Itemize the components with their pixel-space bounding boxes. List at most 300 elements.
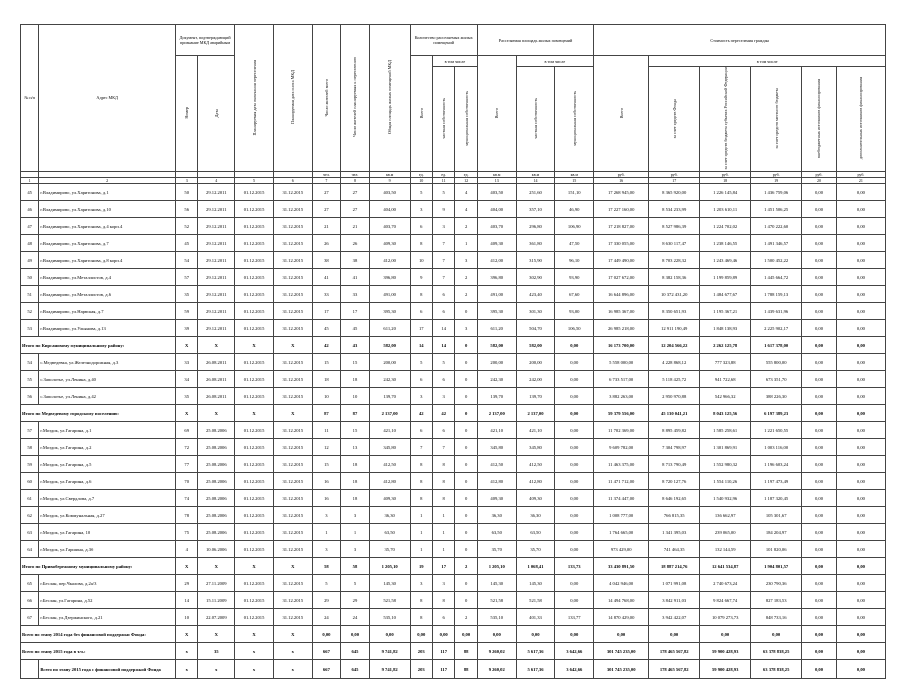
- table-cell: 0: [455, 592, 477, 609]
- table-cell: 5 118 425,72: [649, 371, 700, 388]
- table-cell: 3: [432, 218, 454, 235]
- table-cell: 46: [21, 201, 39, 218]
- subtotal-cell: 0,00: [802, 337, 837, 354]
- column-number-cell: 18: [700, 177, 751, 183]
- table-cell: 26.08.2011: [198, 371, 235, 388]
- table-cell: 1 500 452,22: [751, 252, 802, 269]
- table-cell: 22.07.2009: [198, 609, 235, 626]
- table-cell: 25.08.2006: [198, 524, 235, 541]
- table-cell: 0,00: [555, 507, 594, 524]
- subtotal-cell: 1 617 378,00: [751, 337, 802, 354]
- subtotal-cell: 301 745 235,00: [594, 643, 649, 660]
- table-cell: 25.08.2006: [198, 473, 235, 490]
- table-cell: 0,00: [802, 456, 837, 473]
- subtotal-cell: 0: [455, 337, 477, 354]
- table-cell: 31.12.2015: [273, 592, 312, 609]
- table-cell: 0: [455, 354, 477, 371]
- table-cell: 01.12.2015: [235, 575, 274, 592]
- table-cell: 3: [410, 201, 432, 218]
- table-cell: 01.12.2015: [235, 456, 274, 473]
- table-row: [21, 218, 886, 235]
- table-cell: 67: [21, 609, 39, 626]
- table-cell: 93,00: [555, 303, 594, 320]
- unit-cell: ед.: [455, 171, 477, 177]
- subtotal-row: [21, 405, 886, 422]
- table-cell: 106,50: [555, 320, 594, 337]
- final-total-cell: 0,00: [802, 660, 837, 679]
- table-cell: 0,00: [802, 439, 837, 456]
- table-cell: 535,10: [369, 609, 410, 626]
- table-cell: 139,70: [477, 388, 516, 405]
- table-cell: 50: [176, 184, 198, 201]
- final-total-cell: 117: [432, 660, 454, 679]
- table-row: [21, 422, 886, 439]
- table-cell: 9: [432, 201, 454, 218]
- table-cell: 29.12.2011: [198, 303, 235, 320]
- table-cell: 01.12.2015: [235, 201, 274, 218]
- table-cell: 0,00: [802, 541, 837, 558]
- table-cell: 0: [455, 303, 477, 320]
- table-cell: 200,00: [369, 354, 410, 371]
- table-cell: 8: [410, 592, 432, 609]
- subtotal-cell: 58: [312, 558, 341, 575]
- table-cell: 0,00: [836, 473, 885, 490]
- subtotal-cell: 0,00: [836, 558, 885, 575]
- table-cell: 3 842 911,03: [649, 592, 700, 609]
- table-cell: 29: [176, 575, 198, 592]
- subtotal-cell: X: [273, 558, 312, 575]
- subtotal-cell: 88: [455, 643, 477, 660]
- table-cell: 412,80: [477, 473, 516, 490]
- table-cell: 412,50: [477, 456, 516, 473]
- header-col-21: дополнительных источников финансирования: [836, 67, 885, 172]
- subtotal-cell: 582,00: [477, 337, 516, 354]
- table-cell: 31.12.2015: [273, 609, 312, 626]
- table-cell: 1 540 932,96: [700, 490, 751, 507]
- table-row: [21, 456, 886, 473]
- table-cell: 2 950 970,88: [649, 388, 700, 405]
- table-cell: 55: [21, 371, 39, 388]
- column-number-cell: 3: [176, 177, 198, 183]
- subtotal-cell: 58: [341, 558, 370, 575]
- table-cell: 63: [21, 524, 39, 541]
- table-cell: 63,50: [369, 524, 410, 541]
- table-cell: 145,30: [516, 575, 555, 592]
- final-total-cell: 5 617,36: [516, 660, 555, 679]
- table-cell: 16 644 896,00: [594, 286, 649, 303]
- unit-cell: ед.: [432, 171, 454, 177]
- subtotal-cell: X: [176, 558, 198, 575]
- table-row: [21, 371, 886, 388]
- header-col-19: за счет средств местного бюджета: [751, 67, 802, 172]
- table-cell: 67,60: [555, 286, 594, 303]
- column-number-cell: 2: [39, 177, 176, 183]
- subtotal-cell: 133,73: [555, 558, 594, 575]
- table-cell: 45: [341, 320, 370, 337]
- column-number-cell: 19: [751, 177, 802, 183]
- table-cell: 8 713 790,49: [649, 456, 700, 473]
- table-cell: 18: [341, 473, 370, 490]
- table-cell: 24: [312, 609, 341, 626]
- table-cell: 31.12.2015: [273, 354, 312, 371]
- final-total-cell: х: [176, 660, 198, 679]
- subtotal-cell: 0,00: [516, 626, 555, 643]
- table-cell: 9: [410, 269, 432, 286]
- table-cell: 3: [341, 507, 370, 524]
- table-cell: 0,00: [555, 524, 594, 541]
- subtotal-cell: 35: [198, 643, 235, 660]
- table-cell: 0,00: [802, 201, 837, 218]
- unit-cell: кв.м: [555, 171, 594, 177]
- header-col-4: Дата: [198, 56, 235, 172]
- table-cell: 8: [432, 473, 454, 490]
- subtotal-cell: X: [198, 626, 235, 643]
- subtotal-cell: 0,00: [649, 626, 700, 643]
- table-cell: 3: [432, 388, 454, 405]
- column-number-cell: 20: [802, 177, 837, 183]
- table-cell: 0,00: [836, 592, 885, 609]
- address-cell: с.Заполотье, ул.Ленина, д.42: [39, 388, 176, 405]
- table-cell: 0,00: [802, 388, 837, 405]
- table-cell: 25.08.2006: [198, 490, 235, 507]
- table-row: [21, 609, 886, 626]
- table-cell: 01.12.2015: [235, 609, 274, 626]
- table-cell: 1 484 677,67: [700, 286, 751, 303]
- subtotal-cell: X: [176, 626, 198, 643]
- subtotal-cell: 5 617,36: [516, 643, 555, 660]
- table-cell: 0,00: [555, 575, 594, 592]
- table-cell: 31.12.2015: [273, 524, 312, 541]
- column-number-cell: 6: [273, 177, 312, 183]
- column-number-cell: 11: [432, 177, 454, 183]
- table-cell: 31.12.2015: [273, 184, 312, 201]
- address-cell: г.Владимирово, ул.Харитонова, д.10: [39, 201, 176, 218]
- table-cell: 251,60: [516, 184, 555, 201]
- table-cell: 26.08.2011: [198, 354, 235, 371]
- table-cell: 139,70: [516, 388, 555, 405]
- subtotal-cell: 178 465 567,82: [649, 643, 700, 660]
- table-cell: 27.11.2009: [198, 575, 235, 592]
- table-cell: 0: [455, 490, 477, 507]
- table-cell: 409,30: [516, 490, 555, 507]
- subtotal-cell: 9 741,82: [369, 643, 410, 660]
- table-cell: 3: [312, 507, 341, 524]
- subtotal-cell: 0,00: [836, 405, 885, 422]
- table-cell: 1 301 869,91: [700, 439, 751, 456]
- table-cell: 27: [312, 184, 341, 201]
- table-cell: 0,00: [802, 490, 837, 507]
- table-cell: 5: [432, 354, 454, 371]
- table-cell: 139,70: [369, 388, 410, 405]
- table-cell: 01.12.2015: [235, 388, 274, 405]
- table-cell: 26.08.2011: [198, 388, 235, 405]
- subtotal-cell: 0,00: [594, 626, 649, 643]
- table-cell: 0,00: [802, 303, 837, 320]
- table-cell: 15: [312, 354, 341, 371]
- table-cell: 01.12.2015: [235, 371, 274, 388]
- table-row: [21, 303, 886, 320]
- table-cell: 01.12.2015: [235, 490, 274, 507]
- table-cell: 6: [432, 286, 454, 303]
- table-cell: 36,30: [477, 507, 516, 524]
- table-row: [21, 320, 886, 337]
- table-cell: 1 203 610,11: [700, 201, 751, 218]
- table-cell: 2: [455, 609, 477, 626]
- table-cell: 29.12.2011: [198, 184, 235, 201]
- table-cell: 409,30: [477, 490, 516, 507]
- subtotal-cell: 0,00: [455, 626, 477, 643]
- table-cell: 31.12.2015: [273, 456, 312, 473]
- table-cell: 01.12.2015: [235, 541, 274, 558]
- table-cell: 504,70: [516, 320, 555, 337]
- table-cell: 3 942 422,07: [649, 609, 700, 626]
- table-cell: 16: [312, 490, 341, 507]
- subtotal-cell: 0,00: [410, 626, 432, 643]
- header-row-groups: [21, 25, 886, 56]
- table-cell: 388 226,30: [751, 388, 802, 405]
- table-cell: 31.12.2015: [273, 507, 312, 524]
- table-cell: 9 609 782,00: [594, 439, 649, 456]
- subtotal-row: [21, 643, 886, 660]
- table-cell: 57: [21, 422, 39, 439]
- unit-cell: руб.: [700, 171, 751, 177]
- table-cell: 421,10: [369, 422, 410, 439]
- column-number-cell: 4: [198, 177, 235, 183]
- address-cell: г.Моздок, ул.Коммунальная, д.27: [39, 507, 176, 524]
- table-row: [21, 252, 886, 269]
- table-cell: 26: [312, 235, 341, 252]
- header-col-9: Общая площадь жилых помещений МКД: [369, 25, 410, 172]
- table-cell: 39: [176, 320, 198, 337]
- final-blank-cell: [21, 660, 39, 679]
- table-cell: 0,00: [802, 218, 837, 235]
- table-cell: 47,50: [555, 235, 594, 252]
- table-cell: 230 790,36: [751, 575, 802, 592]
- table-cell: 25.08.2006: [198, 422, 235, 439]
- table-cell: 17 218 827,00: [594, 218, 649, 235]
- subtotal-cell: X: [198, 337, 235, 354]
- table-cell: 6: [432, 371, 454, 388]
- table-cell: 8: [410, 456, 432, 473]
- final-total-cell: х: [235, 660, 274, 679]
- table-row: [21, 388, 886, 405]
- table-cell: 8: [410, 609, 432, 626]
- table-cell: 404,00: [477, 201, 516, 218]
- table-cell: 8 720 127,76: [649, 473, 700, 490]
- table-cell: 54: [21, 354, 39, 371]
- table-cell: 521,58: [369, 592, 410, 609]
- table-cell: 395,30: [369, 303, 410, 320]
- table-cell: 9 824 667,74: [700, 592, 751, 609]
- table-cell: 12: [312, 439, 341, 456]
- subtotal-cell: X: [273, 337, 312, 354]
- table-cell: 31.12.2015: [273, 235, 312, 252]
- table-cell: 29.12.2011: [198, 201, 235, 218]
- table-cell: 151,10: [555, 184, 594, 201]
- table-row: [21, 439, 886, 456]
- address-cell: г.Владимирово, ул.Харитонова, д.8 корп.4: [39, 252, 176, 269]
- table-cell: 396,80: [369, 269, 410, 286]
- table-cell: 33: [176, 354, 198, 371]
- table-cell: 1 197 473,49: [751, 473, 802, 490]
- table-cell: 0,00: [802, 235, 837, 252]
- table-cell: 0,00: [836, 320, 885, 337]
- table-cell: 0: [455, 388, 477, 405]
- header-area-in-which: в том числе: [516, 56, 594, 67]
- table-cell: 200,00: [477, 354, 516, 371]
- table-cell: 412,80: [369, 473, 410, 490]
- table-cell: 0,00: [555, 422, 594, 439]
- subtotal-cell: 2: [455, 558, 477, 575]
- table-cell: 8 527 986,39: [649, 218, 700, 235]
- table-cell: 0,00: [802, 422, 837, 439]
- table-cell: 29.12.2011: [198, 218, 235, 235]
- table-cell: 56: [21, 388, 39, 405]
- table-cell: 0,00: [802, 507, 837, 524]
- address-cell: г.Моздок, ул.Гагарина, д.2: [39, 439, 176, 456]
- table-cell: 01.12.2015: [235, 439, 274, 456]
- table-cell: 01.12.2015: [235, 354, 274, 371]
- table-cell: 36,30: [516, 507, 555, 524]
- final-total-cell: 0,00: [836, 660, 885, 679]
- table-cell: 3 882 263,00: [594, 388, 649, 405]
- table-row: [21, 184, 886, 201]
- table-cell: 1: [432, 541, 454, 558]
- subtotal-cell: 0,00: [555, 405, 594, 422]
- table-cell: 41: [341, 269, 370, 286]
- subtotal-cell: 2 137,00: [369, 405, 410, 422]
- address-cell: г.Владимирово, ул.Харитонова, д.1: [39, 184, 176, 201]
- subtotal-cell: 667: [312, 643, 341, 660]
- header-cost-in-which: в том числе: [649, 56, 886, 67]
- table-cell: 0,00: [836, 184, 885, 201]
- table-cell: 45: [312, 320, 341, 337]
- address-cell: г.Моздок, ул.Гагарина, д.5: [39, 456, 176, 473]
- table-cell: 8 895 459,82: [649, 422, 700, 439]
- resettlement-table: [20, 24, 886, 679]
- table-cell: 12 911 190,49: [649, 320, 700, 337]
- header-col-18: за счет средств бюджета субъекта Российской Федерации: [700, 67, 751, 172]
- table-cell: 21: [341, 218, 370, 235]
- table-cell: 0,00: [836, 303, 885, 320]
- subtotal-cell: 42: [312, 337, 341, 354]
- table-cell: 0,00: [555, 592, 594, 609]
- table-cell: 01.12.2015: [235, 269, 274, 286]
- table-cell: 491,00: [369, 286, 410, 303]
- table-cell: 1 788 159,13: [751, 286, 802, 303]
- address-cell: г.Моздок, ул.Гагарина, 10: [39, 524, 176, 541]
- table-cell: 0,00: [802, 609, 837, 626]
- final-total-cell: 645: [341, 660, 370, 679]
- table-cell: 6: [432, 609, 454, 626]
- table-cell: 58: [21, 439, 39, 456]
- table-cell: 403,70: [369, 218, 410, 235]
- table-cell: 1 221 650,55: [751, 422, 802, 439]
- subtotal-cell: 582,00: [516, 337, 555, 354]
- address-cell: г.Моздок, ул.Гаршина, д.3б: [39, 541, 176, 558]
- table-cell: 0,00: [555, 473, 594, 490]
- table-cell: 0: [455, 456, 477, 473]
- table-cell: 51: [21, 286, 39, 303]
- table-cell: 31.12.2015: [273, 473, 312, 490]
- table-cell: 10: [341, 388, 370, 405]
- table-row: [21, 235, 886, 252]
- table-cell: 45: [21, 184, 39, 201]
- table-cell: 101 820,06: [751, 541, 802, 558]
- table-cell: 11 374 447,00: [594, 490, 649, 507]
- table-cell: 403,50: [477, 184, 516, 201]
- header-col-6: Планируемая дата сноса МКД: [273, 25, 312, 172]
- table-cell: 0: [455, 524, 477, 541]
- header-col-11: частная собственность: [432, 67, 454, 172]
- table-cell: 412,00: [477, 252, 516, 269]
- table-cell: 0,00: [836, 422, 885, 439]
- table-cell: 184 204,97: [751, 524, 802, 541]
- subtotal-cell: 1 205,10: [369, 558, 410, 575]
- subtotal-cell: 117: [432, 643, 454, 660]
- address-cell: г.Владимирово, ул.Нарвская, д.7: [39, 303, 176, 320]
- table-cell: 29.12.2011: [198, 320, 235, 337]
- table-cell: 15.11.2009: [198, 592, 235, 609]
- subtotal-cell: 0,00: [369, 626, 410, 643]
- table-cell: 403,50: [369, 184, 410, 201]
- address-cell: г.Владимирово, ул.Металлистов, д.6: [39, 286, 176, 303]
- table-cell: 31.12.2015: [273, 252, 312, 269]
- final-total-cell: х: [198, 660, 235, 679]
- table-cell: 1: [432, 507, 454, 524]
- table-cell: 0: [455, 371, 477, 388]
- table-cell: 48: [21, 235, 39, 252]
- table-cell: 145,30: [477, 575, 516, 592]
- table-cell: 3: [455, 320, 477, 337]
- table-cell: 0,00: [802, 354, 837, 371]
- table-cell: 0,00: [555, 439, 594, 456]
- address-cell: г.Владимирово, ул.Харитонова, д.7: [39, 235, 176, 252]
- header-col-14: частная собственность: [516, 67, 555, 172]
- table-cell: 45: [176, 235, 198, 252]
- table-cell: 1 764 665,00: [594, 524, 649, 541]
- table-cell: 31.12.2015: [273, 439, 312, 456]
- table-cell: 17 268 945,00: [594, 184, 649, 201]
- table-cell: 2: [455, 269, 477, 286]
- table-cell: 15: [341, 422, 370, 439]
- table-cell: 1 196 603,24: [751, 456, 802, 473]
- table-cell: 11 702 369,00: [594, 422, 649, 439]
- subtotal-cell: X: [235, 558, 274, 575]
- table-cell: 14 494 768,00: [594, 592, 649, 609]
- subtotal-cell: 0,00: [802, 558, 837, 575]
- subtotal-label: Всего по этапу 2014 года без финансовой поддержки Фонда:: [21, 626, 176, 643]
- table-cell: 01.12.2015: [235, 218, 274, 235]
- table-cell: 8: [410, 473, 432, 490]
- table-cell: 0: [455, 439, 477, 456]
- table-cell: 59: [21, 456, 39, 473]
- table-cell: 3: [455, 252, 477, 269]
- table-cell: 0,00: [555, 541, 594, 558]
- table-cell: 0,00: [836, 286, 885, 303]
- subtotal-cell: 42: [410, 405, 432, 422]
- table-cell: 535,10: [477, 609, 516, 626]
- table-cell: 31.12.2015: [273, 269, 312, 286]
- table-cell: 0,00: [836, 456, 885, 473]
- table-cell: 1 243 469,46: [700, 252, 751, 269]
- table-cell: 1 552 980,32: [700, 456, 751, 473]
- subtotal-cell: 6 197 389,23: [751, 405, 802, 422]
- subtotal-cell: 645: [341, 643, 370, 660]
- table-cell: 133,77: [555, 609, 594, 626]
- unit-cell: кв.м: [516, 171, 555, 177]
- subtotal-cell: 12 641 534,87: [700, 558, 751, 575]
